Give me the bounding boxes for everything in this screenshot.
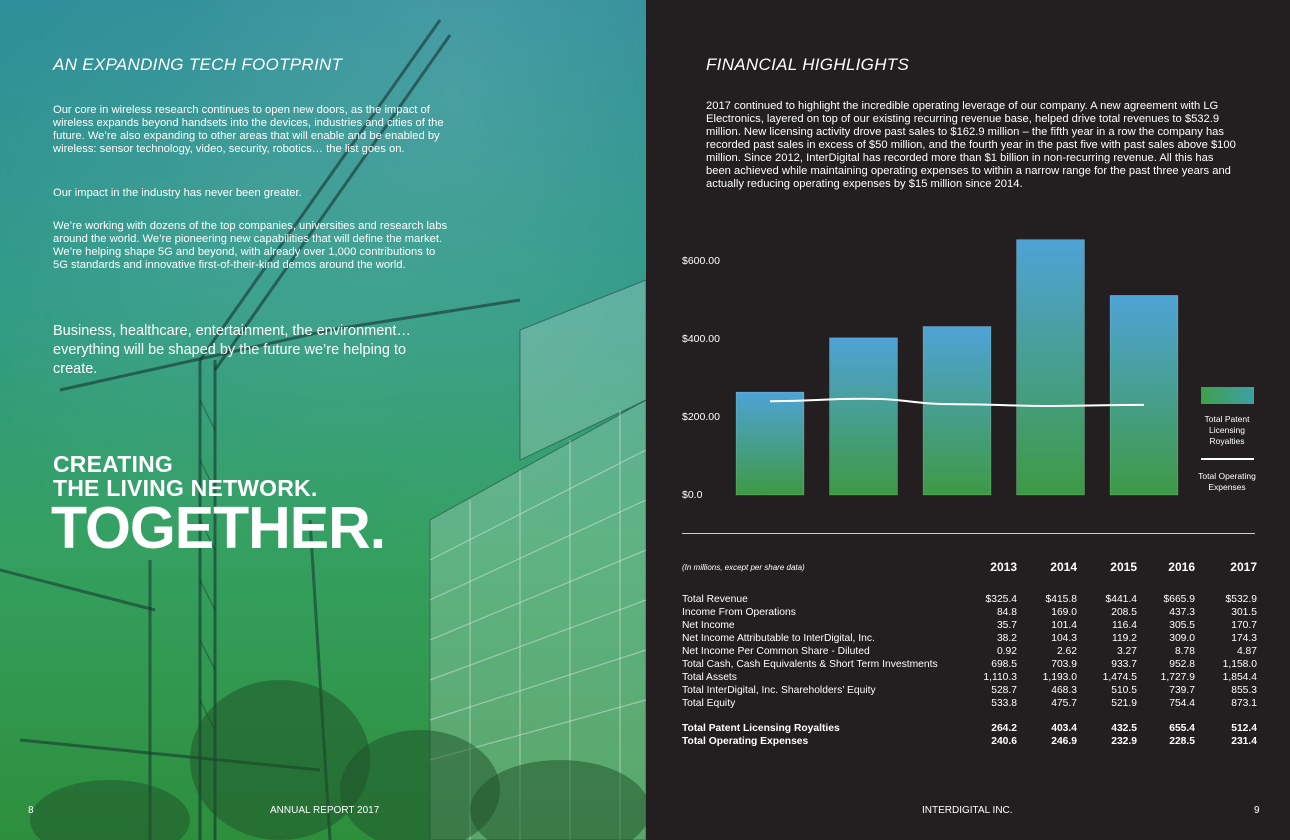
bar-2017 [1110,295,1178,495]
row-value: 1,158.0 [1222,659,1257,670]
row-value: 512.4 [1231,723,1257,734]
row-value: 2.62 [1056,646,1077,657]
row-value: 703.9 [1051,659,1077,670]
row-value: 1,854.4 [1222,672,1257,683]
table-row [682,632,1257,645]
left-heading: AN EXPANDING TECH FOOTPRINT [53,55,343,74]
table-row [682,645,1257,658]
table-row [682,606,1257,619]
page-number-right: 9 [1254,805,1260,816]
table-row [682,593,1257,606]
row-value: 119.2 [1111,633,1137,644]
row-value: $415.8 [1045,594,1077,605]
financial-table [682,558,1257,748]
pull-quote: Business, healthcare, entertainment, the environment… everything will be shaped by the future we’re helping to create. [53,323,411,377]
row-value: 3.27 [1116,646,1137,657]
table-row [682,671,1257,684]
row-value: 264.2 [991,723,1017,734]
row-value: 754.4 [1169,698,1195,709]
financial-intro: 2017 continued to highlight the incredible operating leverage of our company. A new agreement with LG Electronics, layered on top of our existing recurring revenue base, helped drive total revenues to $532.9 million. New licensing activity drove past sales to $162.9 million – the fifth year in a row the company has recorded past sales in excess of $50 million, and the fourth year in the past five with past sales above $100 million. Since 2012, InterDigital has recorded more than $1 billion in non-recurring revenue. All this has been achieved while maintaining operating expenses to within a narrow range for the past three years and actually reducing operating expenses by $15 million since 2014. [706,100,1236,190]
row-label: Total Patent Licensing Royalties [682,723,840,734]
table-spacer [682,710,1257,722]
row-value: 104.3 [1051,633,1077,644]
row-value: 38.2 [996,633,1017,644]
table-row [682,697,1257,710]
tagline-line-2: THE LIVING NETWORK. [53,475,318,501]
row-value: 1,110.3 [983,672,1017,683]
right-page [646,0,1290,840]
left-paragraph-1: Our core in wireless research continues to open new doors, as the impact of wireless expands beyond handsets into the devices, industries and cities of the future. We’re also expanding to other areas that will enable and be enabled by wireless: sensor technology, video, security, robotics… the list goes on. [53,104,444,155]
row-value: 305.5 [1169,620,1195,631]
row-label: Income From Operations [682,607,796,618]
row-label: Total InterDigital, Inc. Shareholders’ Equity [682,685,876,696]
row-value: 655.4 [1169,723,1195,734]
row-value: 301.5 [1231,607,1257,618]
row-value: 208.5 [1111,607,1137,618]
table-header-row [682,558,1257,576]
row-value: 533.8 [991,698,1017,709]
row-label: Net Income Per Common Share - Diluted [682,646,870,657]
table-row [682,658,1257,671]
row-value: 698.5 [991,659,1017,670]
bar-2016 [1017,240,1085,495]
row-value: 437.3 [1169,607,1195,618]
row-value: 0.92 [996,646,1017,657]
footer-right: INTERDIGITAL INC. [922,805,1013,816]
tagline-line-1: CREATING [53,451,174,477]
row-value: 510.5 [1111,685,1137,696]
row-value: 521.9 [1111,698,1137,709]
row-value: $325.4 [985,594,1017,605]
row-value: $665.9 [1163,594,1195,605]
row-value: 232.9 [1111,736,1137,747]
row-value: 170.7 [1231,620,1257,631]
row-value: 228.5 [1169,736,1195,747]
table-row [682,684,1257,697]
row-value: 403.4 [1051,723,1077,734]
footer-left: ANNUAL REPORT 2017 [270,805,380,816]
table-spacer [682,576,1257,593]
row-value: 475.7 [1051,698,1077,709]
bar-2013 [736,392,804,495]
table-row [682,735,1257,748]
row-label: Net Income [682,620,735,631]
row-value: 1,727.9 [1160,672,1195,683]
row-value: 231.4 [1231,736,1257,747]
row-value: 952.8 [1169,659,1195,670]
year-header: 2014 [1050,559,1077,574]
row-label: Total Equity [682,698,736,709]
row-label: Total Revenue [682,594,748,605]
table-caption: (In millions, except per share data) [682,562,805,572]
row-value: 174.3 [1231,633,1257,644]
tagline-line-3: TOGETHER. [51,495,386,561]
bar-2015 [923,326,991,495]
left-paragraph-2: Our impact in the industry has never been greater. [53,187,302,199]
year-header: 2013 [990,559,1017,574]
row-value: 4.87 [1236,646,1257,657]
legend-line-swatch [1201,458,1254,460]
table-row [682,722,1257,735]
legend-line-label: Total Operating Expenses [1198,471,1256,492]
row-value: 739.7 [1169,685,1195,696]
row-value: 240.6 [991,736,1017,747]
page-number-left: 8 [28,805,34,816]
row-value: 169.0 [1051,607,1077,618]
right-heading: FINANCIAL HIGHLIGHTS [706,55,910,74]
year-header: 2017 [1230,559,1257,574]
row-value: 468.3 [1051,685,1077,696]
row-value: 84.8 [996,607,1017,618]
row-value: 855.3 [1231,685,1257,696]
left-paragraph-3: We’re working with dozens of the top companies, universities and research labs around the world. We’re pioneering new capabilities that will define the market. We’re helping shape 5G and beyond, with already over 1,000 contributions to 5G standards and innovative first-of-their-kind demos around the world. [53,220,448,271]
year-header: 2015 [1110,559,1137,574]
row-value: 1,474.5 [1102,672,1137,683]
table-row [682,619,1257,632]
row-value: 432.5 [1111,723,1137,734]
row-value: 309.0 [1169,633,1195,644]
row-label: Total Operating Expenses [682,736,809,747]
row-value: 35.7 [996,620,1017,631]
row-value: 101.4 [1051,620,1077,631]
bar-2014 [830,338,898,495]
legend-bar-label: Total Patent Licensing Royalties [1204,414,1250,446]
row-label: Total Assets [682,672,737,683]
row-value: $441.4 [1105,594,1137,605]
row-value: 8.78 [1174,646,1195,657]
row-label: Total Cash, Cash Equivalents & Short Term Investments [682,659,938,670]
row-value: 528.7 [991,685,1017,696]
row-value: $532.9 [1225,594,1257,605]
y-tick-label: $600.00 [682,255,720,268]
y-tick-label: $0.0 [682,489,703,501]
row-value: 873.1 [1231,698,1257,709]
divider [682,533,1255,534]
row-value: 246.9 [1051,736,1077,747]
row-value: 1,193.0 [1042,672,1077,683]
y-tick-label: $400.00 [682,333,720,346]
year-header: 2016 [1168,559,1195,574]
row-value: 116.4 [1111,620,1137,631]
row-value: 933.7 [1111,659,1137,670]
row-label: Net Income Attributable to InterDigital, Inc. [682,633,875,644]
y-tick-label: $200.00 [682,411,720,424]
legend-bar-swatch [1201,387,1254,404]
